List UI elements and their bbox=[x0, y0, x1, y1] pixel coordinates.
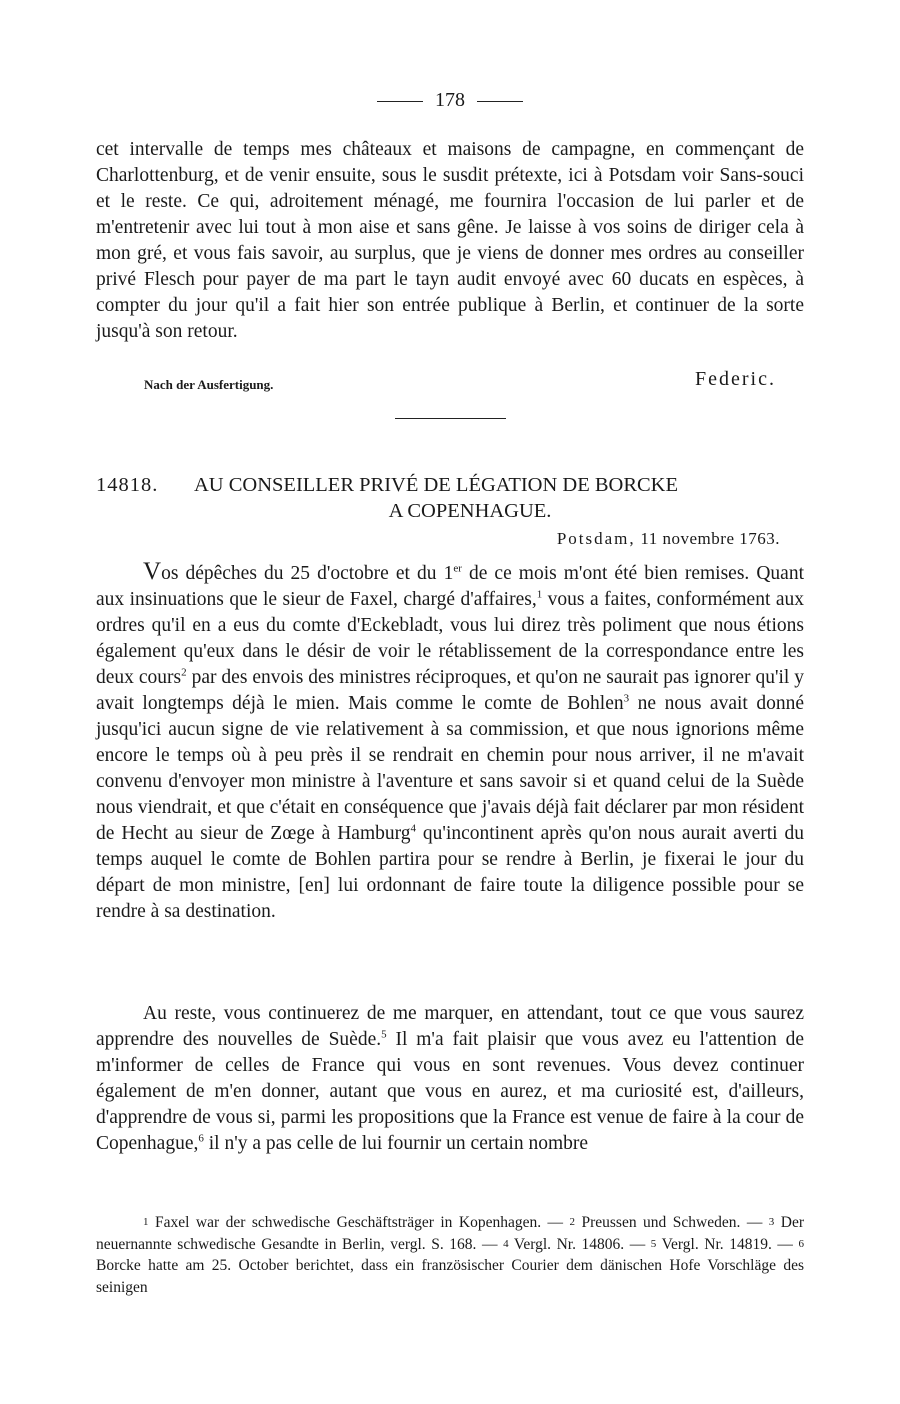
footnote-marker: 1 bbox=[143, 1216, 149, 1228]
paragraph-text: il n'y a pas celle de lui fournir un certain nombre bbox=[203, 1133, 589, 1154]
source-note: Nach der Ausfertigung. bbox=[144, 377, 274, 392]
paragraph-text: os dépêches du 25 d'octobre et du 1 bbox=[161, 563, 454, 584]
footnote-text bbox=[96, 1212, 804, 1298]
body-paragraph-2 bbox=[96, 1001, 804, 1157]
paragraph-text: vous a faites, conformément aux ordres qu'il en a eus du comte d'Eckebladt, vous lui direz très poliment que nous étions également qu'eux dans le désir de voir le rétablissement de la correspondance entre les deux cours bbox=[96, 589, 804, 688]
date-text: 11 novembre 1763. bbox=[640, 529, 780, 548]
footnote-body: Vergl. Nr. 14819. — bbox=[656, 1235, 799, 1253]
ordinal-superscript: er bbox=[453, 562, 462, 575]
paragraph-text: ne nous avait donné jusqu'ici aucun signe de vie relativement à sa commission, et que nous ignorions même encore le temps où à peu près il se rendrait en chemin pour nous arriver, il ne m'avait convenu d'envoyer mon ministre à l'aventure et sans savoir si et quand celui de la Suède nous viendrait, et que c'était en conséquence que j'avais déjà fait déclarer par mon résident de Hecht au sieur de Zœge à Hamburg bbox=[96, 693, 805, 844]
page-number: 178 bbox=[435, 89, 465, 111]
footnote-ref: 3 bbox=[623, 692, 630, 705]
letter-body-continued bbox=[96, 1001, 804, 1157]
footnote-body: Vergl. Nr. 14806. — bbox=[508, 1235, 651, 1253]
footnote-body: Faxel war der schwedische Geschäftsträger in Kopenhagen. — bbox=[148, 1214, 570, 1231]
letter-body bbox=[96, 559, 804, 925]
footnote-body: Preussen und Schweden. — bbox=[575, 1214, 769, 1231]
paragraph-text: de ce mois m'ont été bien remises. Quant aux insinuations que le sieur de Faxel, chargé d'affaires, bbox=[96, 563, 805, 610]
footnote-marker: 5 bbox=[650, 1237, 657, 1250]
footnote-marker: 3 bbox=[768, 1216, 775, 1228]
footnote-ref: 2 bbox=[181, 666, 187, 679]
footnote-marker: 2 bbox=[569, 1216, 576, 1228]
body-paragraph-1 bbox=[96, 559, 804, 925]
continuation-paragraph: cet intervalle de temps mes châteaux et maisons de campagne, en commençant de Charlottenburg, et de venir ensuite, sous le susdit prétexte, ici à Potsdam voir Sans-souci et le reste. Ce qui, adroitement ménagé, me fournira l'occasion de lui parler et de m'entretenir avec lui tout à mon aise et sans gêne. Je laisse à vos soins de diriger cela à mon gré, et vous fais savoir, au surplus, que je viens de donner mes ordres au conseiller privé Flesch pour payer de ma part le tayn audit envoyé avec 60 ducats en espèces, à compter du jour qu'il a fait hier son entrée publique à Berlin, et continuer de la sorte jusqu'à son retour. bbox=[96, 139, 804, 342]
footnote-marker: 6 bbox=[798, 1237, 804, 1250]
signature-row bbox=[96, 368, 804, 394]
page-header bbox=[0, 88, 900, 112]
section-divider bbox=[395, 418, 506, 419]
header-dash-right bbox=[477, 101, 523, 102]
footnote-ref: 6 bbox=[198, 1132, 204, 1145]
letter-title-line2: A COPENHAGUE. bbox=[388, 500, 552, 522]
footnote-ref: 4 bbox=[410, 822, 416, 835]
drop-cap: V bbox=[143, 558, 162, 585]
footnote-ref: 5 bbox=[381, 1028, 387, 1041]
letter-title: AU CONSEILLER PRIVÉ DE LÉGATION DE BORCKE bbox=[194, 474, 679, 496]
signature: Federic. bbox=[695, 368, 776, 390]
dateline bbox=[557, 529, 780, 549]
paragraph-text: Au reste, vous continuerez de me marquer, en attendant, tout ce que vous saurez apprendre des nouvelles de Suède. bbox=[96, 1003, 804, 1050]
letter-number: 14818. bbox=[96, 474, 159, 496]
paragraph-text: par des envois des ministres réciproques, et qu'on ne saurait pas ignorer qu'il y avait longtemps déjà le mien. Mais comme le comte de Bohlen bbox=[96, 667, 804, 714]
footnote-marker: 4 bbox=[503, 1237, 509, 1250]
footnote-body: Der neuernannte schwedische Gesandte in Berlin, vergl. S. 168. — bbox=[96, 1214, 804, 1253]
header-dash-left bbox=[377, 101, 423, 102]
letter-continuation bbox=[96, 137, 804, 345]
footnotes bbox=[96, 1212, 804, 1298]
footnote-body: Borcke hatte am 25. October berichtet, dass ein französischer Courier dem dänischen Hofe Vorschläge des seinigen bbox=[96, 1257, 804, 1296]
paragraph-text: qu'incontinent après qu'on nous aurait averti du temps auquel le comte de Bohlen partira pour se rendre à Berlin, je fixerai le jour du départ de mon ministre, [en] lui ordonnant de faire toute la diligence possible pour se rendre à sa destination. bbox=[96, 823, 804, 922]
date-place: Potsdam, bbox=[556, 529, 636, 548]
footnote-ref: 1 bbox=[536, 588, 543, 601]
letter-heading bbox=[96, 472, 804, 524]
paragraph-text: Il m'a fait plaisir que vous avez eu l'attention de m'informer de celles de France qui vous en sont revenues. Vous devez continuer également de m'en donner, autant que vous en aurez, et ma curiosité est, d'ailleurs, d'apprendre de vous si, parmi les propositions que la France est venue de faire à la cour de Copenhague, bbox=[96, 1029, 804, 1154]
